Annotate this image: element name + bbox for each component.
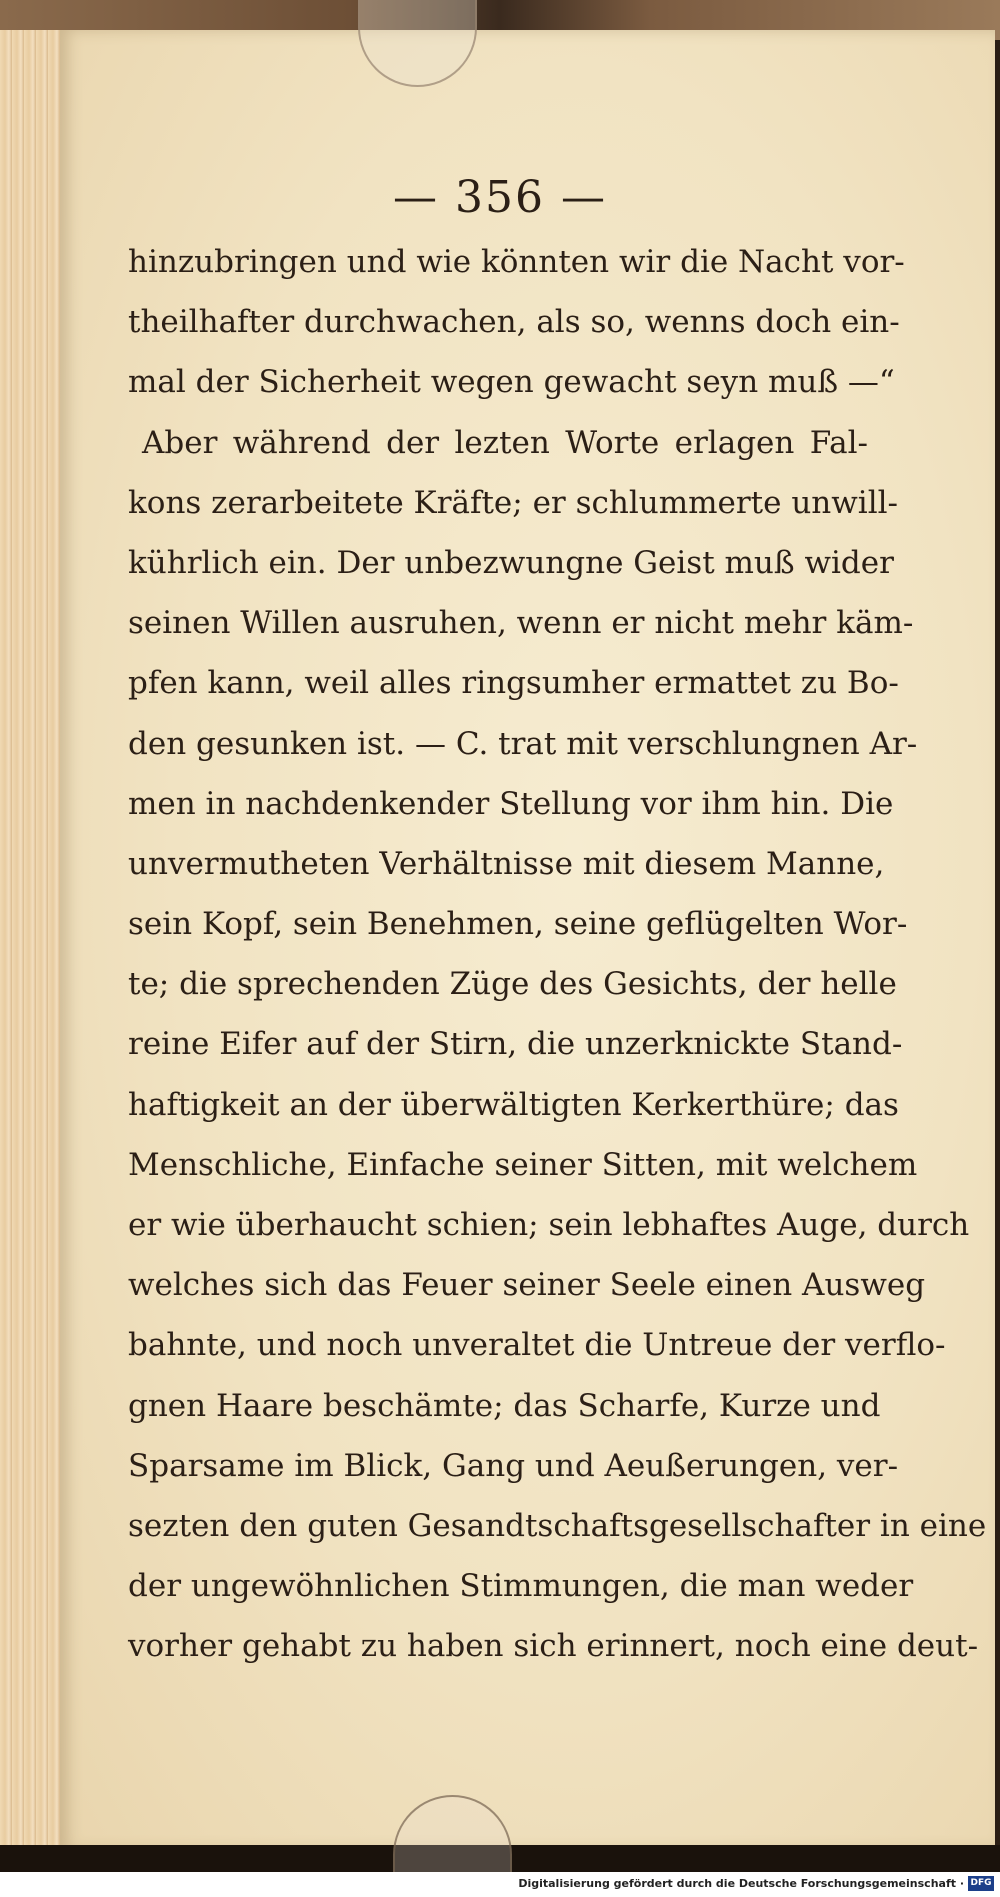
- text-line: Aber während der lezten Worte erlagen Fal-: [142, 424, 868, 461]
- body-text: [128, 232, 987, 1677]
- text-line: mal der Sicherheit wegen gewacht seyn muß —“: [128, 364, 895, 401]
- text-line: unvermutheten Verhältnisse mit diesem Manne,: [128, 845, 885, 882]
- text-line: hinzubringen und wie könnten wir die Nacht vor-: [128, 244, 905, 280]
- text-line: Sparsame im Blick, Gang und Aeußerungen, ver-: [128, 1447, 899, 1484]
- text-line: der ungewöhnlichen Stimmungen, die man weder: [128, 1568, 914, 1605]
- footer-credit: Digitalisierung gefördert durch die Deutsche Forschungsgemeinschaft ·: [518, 1877, 964, 1890]
- text-line: er wie überhaucht schien; sein lebhaftes Auge, durch: [128, 1207, 970, 1243]
- text-line: Menschliche, Einfache seiner Sitten, mit welchem: [128, 1146, 918, 1183]
- text-line: seinen Willen ausruhen, wenn er nicht mehr käm-: [128, 605, 914, 642]
- text-line: welches sich das Feuer seiner Seele einen Ausweg: [128, 1267, 926, 1304]
- text-line: kührlich ein. Der unbezwungne Geist muß wider: [128, 544, 894, 581]
- text-line: sein Kopf, sein Benehmen, seine geflügelten Wor-: [128, 906, 908, 943]
- text-line: vorher gehabt zu haben sich erinnert, noch eine deut-: [128, 1628, 979, 1665]
- text-line: te; die sprechenden Züge des Gesichts, der helle: [128, 966, 897, 1003]
- text-line: den gesunken ist. — C. trat mit verschlungnen Ar-: [128, 725, 918, 762]
- text-line: gnen Haare beschämte; das Scharfe, Kurze und: [128, 1387, 881, 1424]
- page-number: — 356 —: [393, 172, 607, 223]
- text-line: sezten den guten Gesandtschaftsgesellschafter in eine: [128, 1507, 987, 1544]
- text-line: pfen kann, weil alles ringsumher ermattet zu Bo-: [128, 665, 899, 702]
- text-line: haftigkeit an der überwältigten Kerkerthüre; das: [128, 1086, 899, 1123]
- footer-bar: [0, 1872, 1000, 1897]
- text-line: kons zerarbeitete Kräfte; er schlummerte unwill-: [128, 484, 899, 521]
- text-line: men in nachdenkender Stellung vor ihm hin. Die: [128, 785, 894, 822]
- dfg-logo: DFG: [968, 1876, 994, 1891]
- text-line: bahnte, und noch unveraltet die Untreue der verflo-: [128, 1327, 946, 1364]
- text-line: theilhafter durchwachen, als so, wenns doch ein-: [128, 304, 900, 341]
- text-line: reine Eifer auf der Stirn, die unzerknickte Stand-: [128, 1026, 903, 1063]
